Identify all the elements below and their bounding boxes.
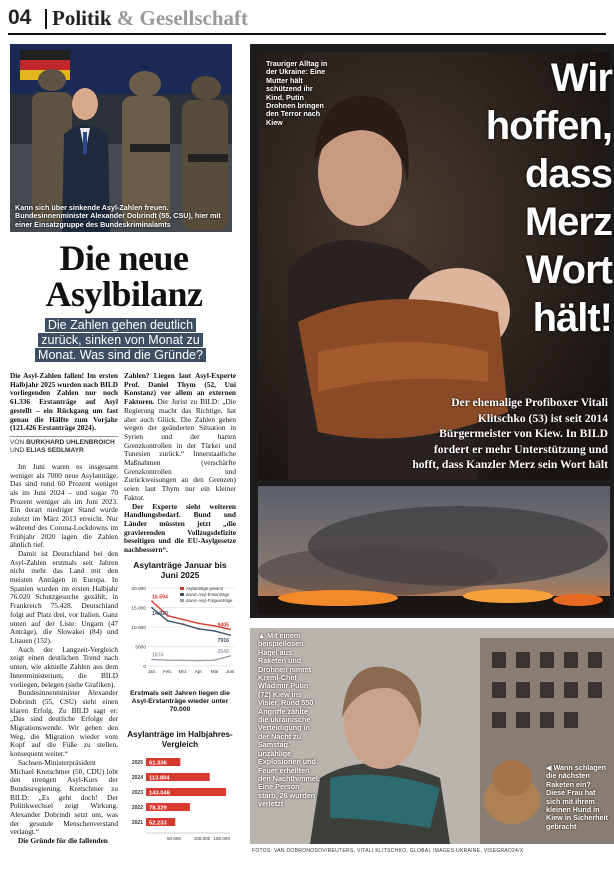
y-tick-label: 0 — [143, 665, 146, 670]
expert-quote: Der Jurist zu BILD: „Die Regierung macht das Richtige, hat aber auch Glück. Die Zahlen gehen wegen der geänderten Situation in Syrien und der harten Grenzkontrollen in der Türkei und Tunesien zurück.“ Innerstaatliche Maßnahmen (verschärfte Grenzkontrollen und Zurückweisungen an den Grenzen) seien laut Thym nur ein kleiner Faktor. — [124, 397, 236, 502]
data-point — [167, 620, 169, 622]
body-paragraph: Bundesinnenminister Alexander Dobrindt (55, CSU) sieht einen klaren Erfolg. Zu BILD sagt er: „Das sind deutliche Erfolge der Migrationswende. Wir gehen den Weg, die Migration wieder vom Kopf auf die Füße zu stellen, konsequent weiter.“ — [10, 688, 118, 759]
chart1-footnote: Erstmals seit Jahren liegen die Asyl-Erstanträge wieder unter 70.000 — [130, 690, 230, 713]
dog-caption: ◀ Wann schlagen die nächsten Raketen ein? Diese Frau hat sich mit ihrem kleinen Hund in Kiew in Sicherheit gebracht — [546, 763, 608, 831]
quote-line: Wir — [550, 56, 612, 100]
quote-line: hält! — [532, 296, 612, 340]
data-point — [167, 659, 169, 661]
attack-caption: ▲ Mit einem beispiellosen Hagel aus Raketen und Drohnen nimmt Kreml-Chef Wladimir Putin (72) Kiew ins Visier. Rund 550 Angriffe zählte die ukrainische Verteidigung in der Nacht zu Samstag, unzählige Explosionen und Feuer erhellten den Nachthimmel. Eine Person starb, 26 wurden verletzt — [258, 631, 320, 809]
data-point — [229, 634, 231, 636]
body-paragraph-end: Die Gründe für die fallenden — [18, 836, 108, 846]
x-tick-label: Mai — [210, 669, 219, 674]
bar-category-label: 2024 — [131, 775, 143, 781]
quote-line: Merz — [524, 200, 612, 244]
page-header — [8, 6, 606, 32]
bar-category-label: 2021 — [131, 820, 143, 826]
feature-quote — [456, 54, 612, 342]
series-line — [152, 656, 230, 660]
byline: VON BURKHARD UHLENBROICH UND ELIAS SEDLMAYR — [10, 438, 115, 454]
bar-category-label: 2022 — [131, 805, 143, 811]
data-point — [198, 623, 200, 625]
quote-line: dass — [524, 152, 612, 196]
bar-value-label: 143.046 — [149, 790, 170, 797]
subhead-text: Die Zahlen gehen deutlich zurück, sinken von Monat zu Monat. Was sind die Gründe? — [35, 318, 206, 362]
body-paragraph: Im Juni waren es insgesamt weniger als 7000 neue Asylanträge. Das sind rund 60 Prozent weniger als im Juni 2024 – und sogar 70 Prozent weniger als im Juni 2023. Ein derart niedriger Stand wurde zuletzt im März 2013 erreicht. Nur während des Corona-Lockdowns im Frühjahr 2020 lagen die Zahlen ähnlich tief. — [10, 461, 118, 550]
x-tick-label: Apr. — [194, 669, 203, 674]
article-column-1 — [10, 372, 118, 846]
x-tick-label: Mrz. — [178, 669, 188, 674]
data-point — [214, 630, 216, 632]
x-tick-label: 50.000 — [166, 836, 182, 841]
y-tick-label: 5000 — [135, 645, 146, 651]
legend-swatch — [180, 593, 184, 596]
data-point — [151, 607, 153, 609]
data-point — [229, 655, 231, 657]
header-rule — [8, 33, 606, 35]
fire-photo — [258, 486, 610, 614]
mother-photo-caption: Trauriger Alltag in der Ukraine: Eine Mutter hält schützend ihr Kind. Putin Drohnen bringen den Terror nach Kiew — [266, 59, 328, 127]
triangle-icon: ▲ — [258, 631, 268, 640]
x-tick-label: 150.000 — [213, 836, 230, 841]
data-point — [151, 659, 153, 661]
data-point — [151, 600, 153, 602]
data-label: 16.594 — [152, 594, 168, 601]
triangle-icon: ◀ — [546, 763, 554, 772]
data-label: 1674 — [152, 652, 164, 659]
x-tick-label: Feb. — [162, 669, 173, 674]
headline-line: Asylbilanz — [45, 274, 203, 314]
y-tick-label: 20.000 — [131, 587, 146, 592]
chart1-title: Asylanträge Januar bis Juni 2025 — [133, 560, 227, 580]
legend-swatch — [180, 599, 184, 602]
legend-entry: Asylanträge gesamt — [186, 586, 224, 591]
article-headline — [10, 240, 238, 312]
line-chart — [122, 580, 238, 684]
article-column-2 — [124, 372, 236, 555]
minister-photo-credit: FOTO: KAY NIETFELD/DPA — [198, 161, 203, 226]
y-tick-label: 15.000 — [131, 606, 146, 612]
header-divider — [45, 9, 47, 29]
bar-value-label: 61.336 — [149, 760, 167, 767]
bar-value-label: 52.233 — [149, 820, 167, 827]
woman-dog-photo — [250, 628, 614, 844]
data-point — [182, 619, 184, 621]
y-tick-label: 10.000 — [131, 626, 146, 631]
data-point — [182, 623, 184, 625]
photo-credits: FOTOS: VAN DOBRONOSOV/REUTERS, VITALI KLITSCHKO, GLOBAL IMAGES UKRAINE, VISEGRAD24/X — [252, 848, 524, 854]
x-tick-label: Jan. — [147, 669, 157, 674]
section-title — [52, 6, 248, 31]
bar-value-label: 113.804 — [149, 775, 170, 782]
bar-chart — [122, 752, 238, 848]
article-subhead — [28, 318, 213, 363]
bar-category-label: 2023 — [131, 790, 143, 796]
x-tick-label: 100.000 — [193, 836, 211, 841]
quote-line: Wort — [525, 248, 612, 292]
legend-entry: davon Asyl-Erstanträge — [186, 592, 230, 597]
feature-deck: Der ehemalige Profiboxer Vitali Klitschko (53) ist seit 2014 Bürgermeister von Kiew. In BILD fordert er mehr Unterstützung und hofft, dass Kanzler Merz sein Wort hält — [412, 396, 608, 472]
data-point — [198, 660, 200, 662]
legend-entry: davon Asyl-Folgeanträge — [186, 598, 233, 603]
article-lead: Die Asyl-Zahlen fallen! Im ersten Halbjahr 2025 wurden nach BILD vorliegenden Zahlen nur noch 61.336 Erstanträge auf Asyl gestellt – ein Rückgang um fast genau die Hälfte zum Vorjahr (121.426 Erstanträge 2024). — [10, 371, 118, 433]
lead-divider — [10, 436, 118, 437]
section-main: Politik — [52, 6, 112, 30]
x-tick-label: Juni — [225, 669, 235, 674]
chart2-title: Asylanträge im Halbjahres-Vergleich — [127, 730, 233, 749]
section-sub: & Gesellschaft — [116, 6, 248, 30]
data-point — [182, 659, 184, 661]
data-label: 14.920 — [152, 610, 168, 617]
body-paragraph: Damit ist Deutschland bei den Asyl-Zahlen erstmals seit Jahren nicht mehr das Land mit den meisten Anträgen in Europa. In Spanien wurden im ersten Halbjahr 76.020 Schutzgesuche gezählt, in Frankreich 75.428. Deutschland folgt auf Platz drei, vor Italien. Ganz unten auf der Liste: Ungarn (47 Anträge), die Slowakei (84) und Litauen (152). — [10, 548, 118, 645]
data-label: 2545 — [217, 649, 229, 656]
data-label: 7916 — [217, 638, 229, 645]
data-label: 9405 — [217, 622, 229, 629]
fire-photo-illustration — [258, 486, 610, 614]
legend-swatch — [180, 587, 184, 590]
bar-category-label: 2025 — [131, 760, 143, 766]
quote-line: hoffen, — [485, 104, 612, 148]
data-point — [214, 625, 216, 627]
data-point — [198, 628, 200, 630]
data-point — [229, 628, 231, 630]
expert-demand: Der Experte sieht weiteren Handlungsbedarf. Bund und Länder müssten jetzt „die gravierenden Vollzugsdefizite beseitigen und die EU-Asylgesetze nachbessern“. — [124, 501, 236, 555]
headline-line: Die neue — [59, 238, 189, 278]
body-paragraph: Sachsen-Ministerpräsident Michael Kretschmer (50, CDU) lobt den strengen Asyl-Kurs der Bundesregierung. Kretschmer zu BILD: „Es geht doch! Der Politikwechsel zeigt Wirkung. Alexander Dobrindt setzt um, was der gesunde Menschenverstand verlangt.“ — [10, 757, 118, 837]
page-number: 04 — [8, 6, 32, 29]
expert-question: Zahlen? Liegen laut Asyl-Experte Prof. Daniel Thym (52, Uni Konstanz) vor allem an externen Faktoren. — [124, 371, 236, 407]
bar-value-label: 78.329 — [149, 805, 167, 812]
body-paragraph: Auch der Langzeit-Vergleich zeigt einen deutlichen Trend nach unten, wie aktuelle Zahlen aus dem Innenministerium, die BILD vorliegen, belegen (siehe Grafiken). — [10, 644, 118, 689]
minister-photo-caption: Kann sich über sinkende Asyl-Zahlen freuen. Bundesinnenminister Alexander Dobrindt (55, CSU), hier mit einer Einsatzgruppe des Bundeskriminalamts — [15, 203, 221, 229]
data-point — [214, 659, 216, 661]
